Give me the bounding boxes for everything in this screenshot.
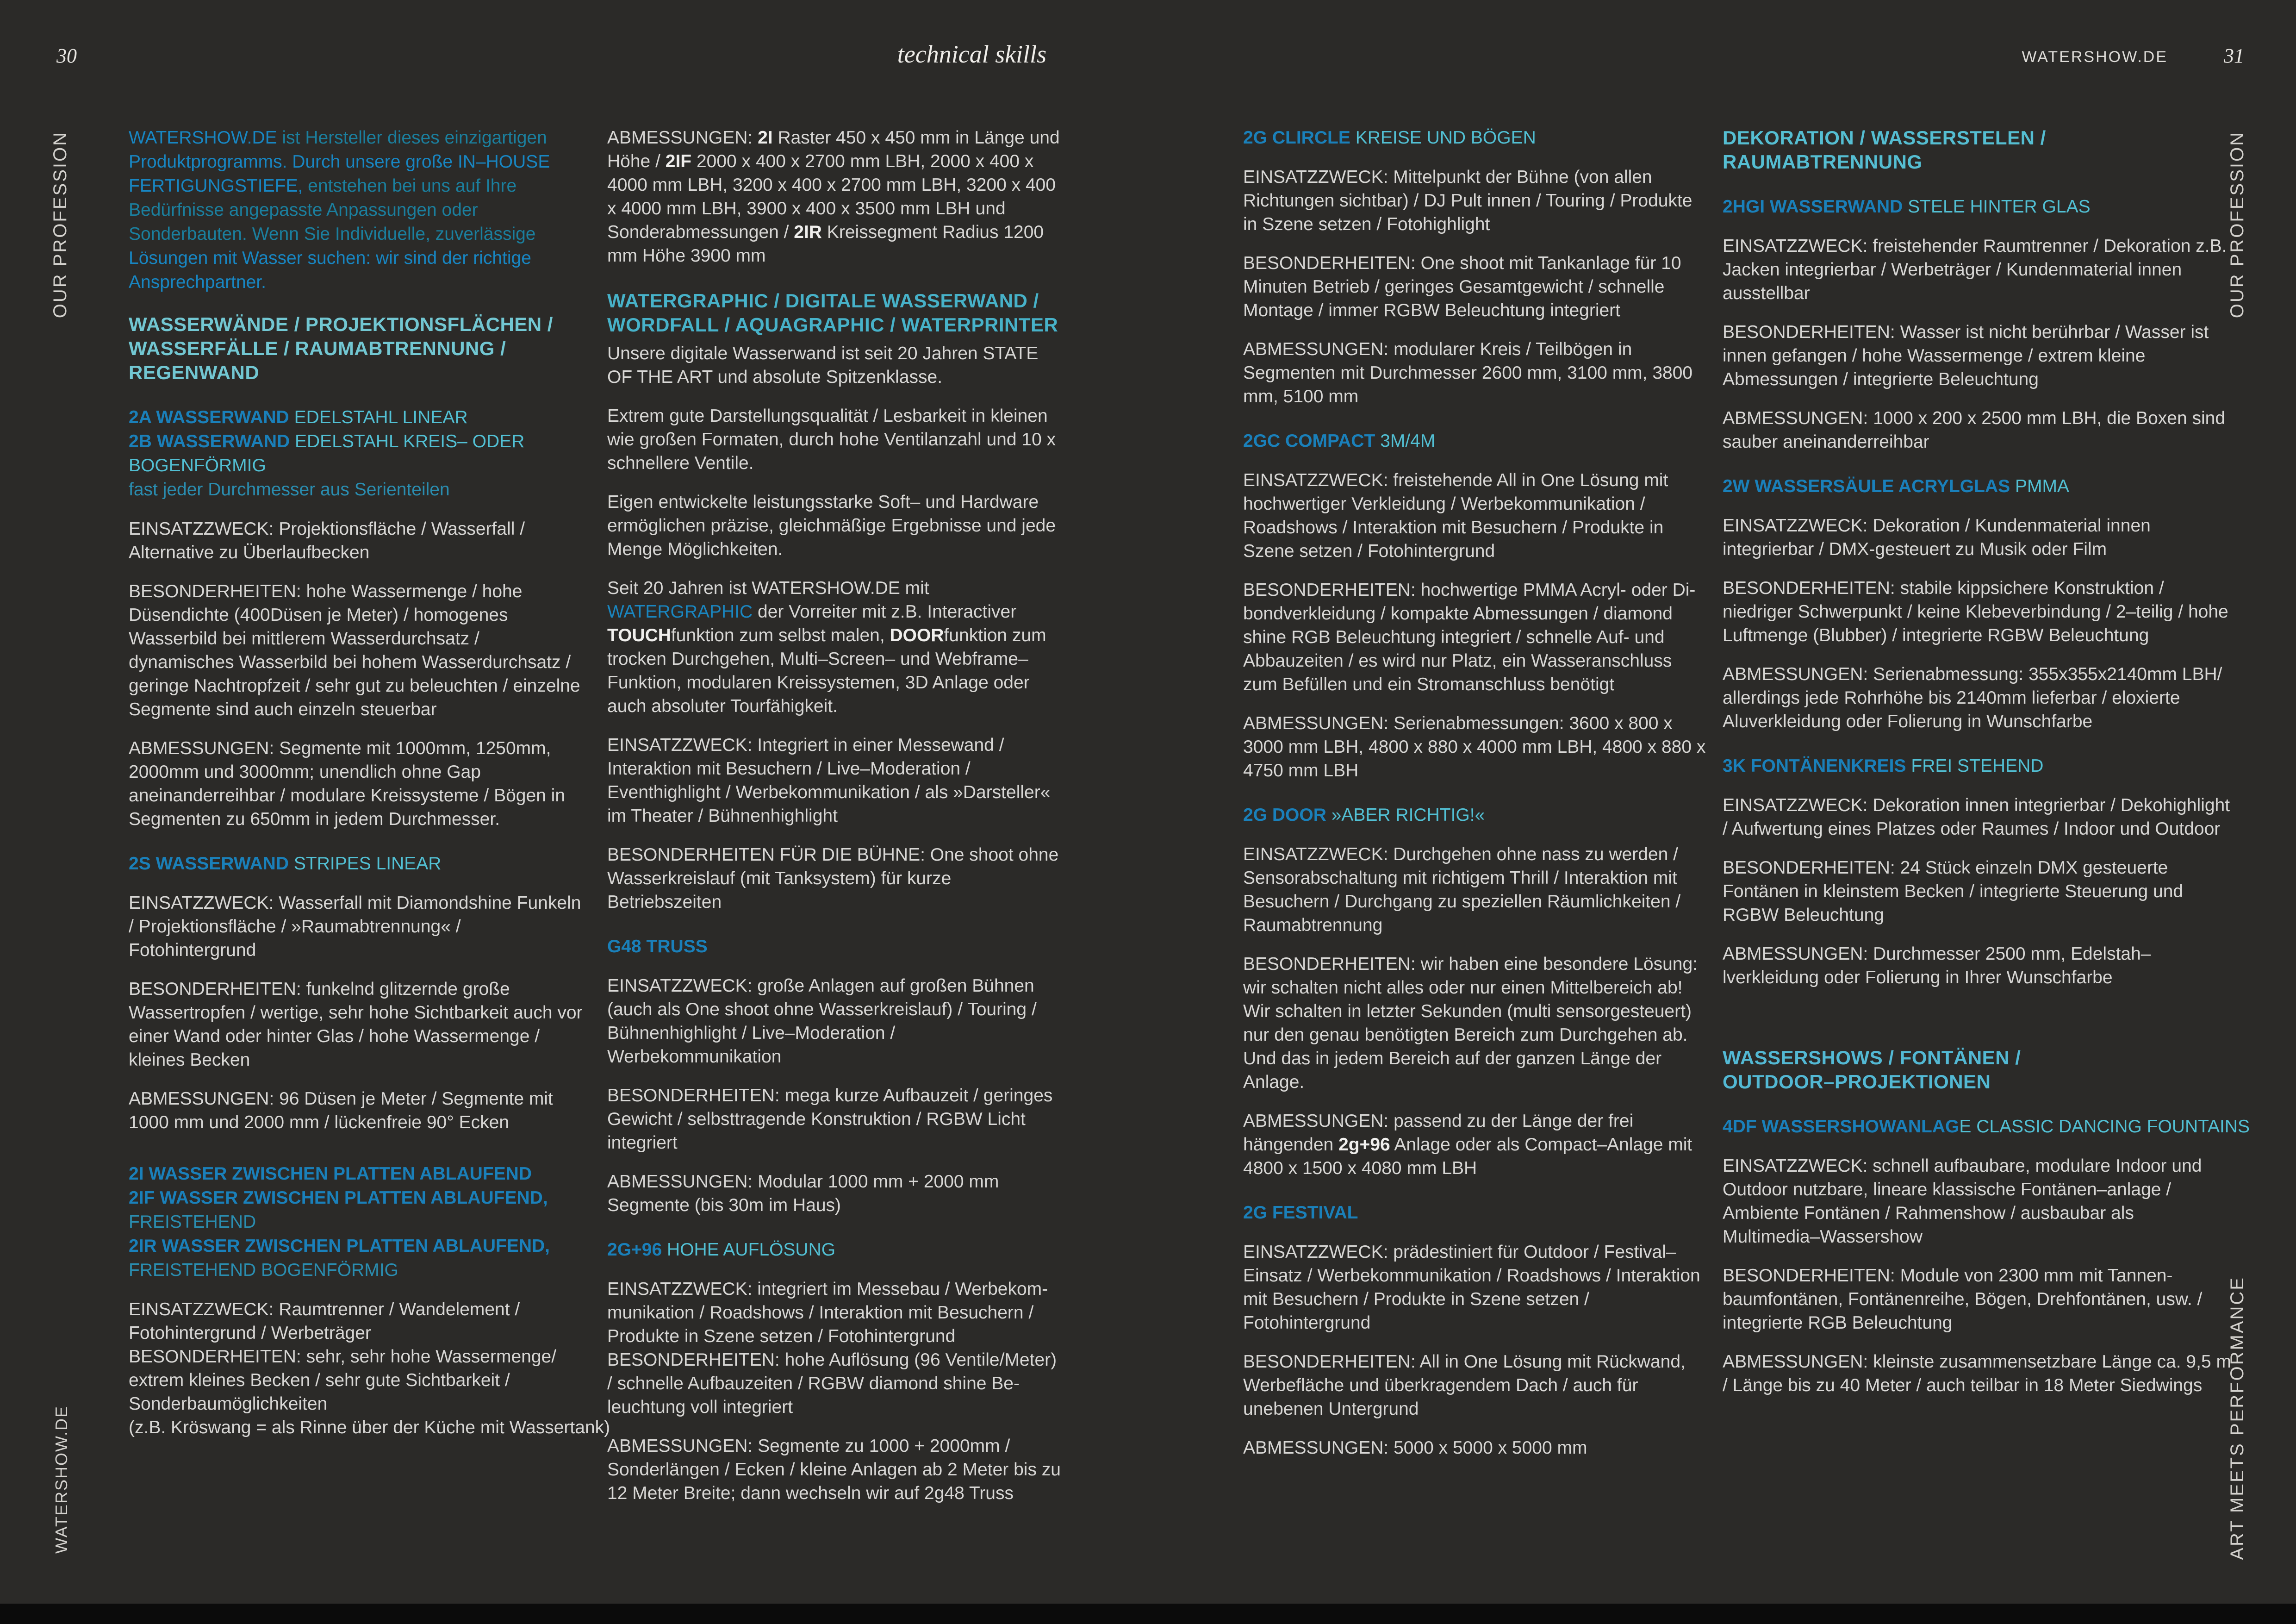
paragraph: ABMESSUNGEN: Serienabmessungen: 3600 x 800 x 3000 mm LBH, 4800 x 880 x 4000 mm LBH, 4800 x 880 x 4750 mm LBH: [1243, 713, 1706, 781]
paragraph: ABMESSUNGEN: modularer Kreis / Teilbögen in Segmenten mit Durchmesser 2600 mm, 3100 mm, 3800 mm, 5100 mm: [1243, 339, 1693, 406]
product-heading: 2I WASSER ZWISCHEN PLATTEN ABLAUFEND 2IF WASSER ZWISCHEN PLATTEN ABLAUFEND, FREISTEHEND 2IR WASSER ZWISCHEN PLATTEN ABLAUFEND, FREISTEHEND BOGENFÖRMIG: [129, 1164, 550, 1280]
section-heading: DEKORATION / WASSERSTELEN / RAUMABTRENNUNG: [1723, 127, 2046, 173]
paragraph: BESONDERHEITEN: All in One Lösung mit Rückwand, Werbefläche und überkragendem Dach / auch für unebenen Untergrund: [1243, 1352, 1686, 1419]
column-2: [607, 126, 1063, 1520]
bottom-bar: [0, 1604, 2296, 1624]
paragraph: ABMESSUNGEN: 5000 x 5000 x 5000 mm: [1243, 1438, 1587, 1458]
column-3: [1243, 126, 1706, 1475]
paragraph: EINSATZZWECK: freistehender Raumtrenner / Dekoration z.B. Jacken integrierbar / Werbeträger / Kundenmaterial innen ausstellbar: [1723, 236, 2227, 303]
product-heading: 4DF WASSERSHOWANLAGE CLASSIC DANCING FOUNTAINS: [1723, 1117, 2250, 1137]
page-number-left: 30: [56, 44, 77, 67]
product-heading: 2GC COMPACT 3M/4M: [1243, 431, 1436, 451]
product-heading: 2S WASSERWAND STRIPES LINEAR: [129, 854, 442, 874]
page-title: technical skills: [897, 40, 1047, 68]
paragraph: BESONDERHEITEN: hohe Auflösung (96 Ventile/Meter) / schnelle Aufbauzeiten / RGBW diamond shine Be-leuchtung voll integriert: [607, 1350, 1057, 1417]
paragraph: ABMESSUNGEN: kleinste zusammensetzbare Länge ca. 9,5 m / Länge bis zu 40 Meter / auch teilbar in 18 Meter Siedwings: [1723, 1352, 2231, 1395]
paragraph: ABMESSUNGEN: passend zu der Länge der frei hängenden 2g+96 Anlage oder als Compact–Anlage mit 4800 x 1500 x 4080 mm LBH: [1243, 1111, 1692, 1178]
paragraph: ABMESSUNGEN: 1000 x 200 x 2500 mm LBH, die Boxen sind sauber aneinanderreihbar: [1723, 408, 2226, 452]
paragraph: Seit 20 Jahren ist WATERSHOW.DE mit WATERGRAPHIC der Vorreiter mit z.B. Interactiver TOUCHfunktion zum selbst malen, DOORfunktion zum trocken Durchgehen, Multi–Screen– und Webframe–Funktion, modularen Kreissystemen, 3D Anlage oder auch absoluter Tourfähigkeit.: [607, 578, 1046, 716]
paragraph: BESONDERHEITEN: stabile kippsichere Konstruktion / niedriger Schwerpunkt / keine Klebeverbindung / 2–teilig / hohe Luftmenge (Blubber) / integrierte RGBW Beleuchtung: [1723, 578, 2228, 645]
product-heading: 2G CLIRCLE KREISE UND BÖGEN: [1243, 128, 1536, 148]
sidebar-label-our-profession-right: OUR PROFESSION: [2227, 131, 2247, 319]
product-heading: 3K FONTÄNENKREIS FREI STEHEND: [1723, 756, 2044, 776]
paragraph: EINSATZZWECK: Mittelpunkt der Bühne (von allen Richtungen sichtbar) / DJ Pult innen / Touring / Produkte in Szene setzen / Fotohighlight: [1243, 167, 1692, 234]
paragraph: ABMESSUNGEN: Segmente mit 1000mm, 1250mm, 2000mm und 3000mm; unendlich ohne Gap aneinanderreihbar / modulare Kreissysteme / Bögen in Segmenten zu 650mm in jedem Durchmesser.: [129, 738, 566, 829]
paragraph: EINSATZZWECK: Projektionsfläche / Wasserfall / Alternative zu Überlaufbecken: [129, 519, 525, 562]
product-heading: 2HGI WASSERWAND STELE HINTER GLAS: [1723, 197, 2091, 217]
paragraph: ABMESSUNGEN: Modular 1000 mm + 2000 mm Segmente (bis 30m im Haus): [607, 1172, 999, 1215]
paragraph: EINSATZZWECK: freistehende All in One Lösung mit hochwertiger Verkleidung / Werbekommunikation / Roadshows / Interaktion mit Besuchern / Produkte in Szene setzen / Fotohintergrund: [1243, 470, 1668, 561]
paragraph: ABMESSUNGEN: Durchmesser 2500 mm, Edelstah–lverkleidung oder Folierung in Ihrer Wunschfarbe: [1723, 944, 2151, 987]
paragraph: BESONDERHEITEN: wir haben eine besondere Lösung: wir schalten nicht alles oder nur einen Mittelbereich ab! Wir schalten in letzter Sekunden (multi sensorgesteuert) nur den genau benötigten Bereich zum Durchgehen ab. Und das in jedem Bereich auf der ganzen Länge der Anlage.: [1243, 954, 1698, 1092]
paragraph: EINSATZZWECK: Integriert in einer Messewand / Interaktion mit Besuchern / Live–Moderation / Eventhighlight / Werbekommunikation / als »Darsteller« im Theater / Bühnenhighlight: [607, 735, 1051, 826]
column-1: [129, 126, 610, 1455]
paragraph: ABMESSUNGEN: Segmente zu 1000 + 2000mm / Sonderlängen / Ecken / kleine Anlagen ab 2 Meter bis zu 12 Meter Breite; dann wechseln wir auf 2g48 Truss: [607, 1436, 1061, 1503]
sidebar-label-art-meets-performance: ART MEETS PERFORMANCE: [2227, 1276, 2247, 1560]
paragraph: BESONDERHEITEN: mega kurze Aufbauzeit / geringes Gewicht / selbsttragende Konstruktion / RGBW Licht integriert: [607, 1086, 1053, 1153]
paragraph: BESONDERHEITEN: funkelnd glitzernde große Wassertropfen / wertige, sehr hohe Sichtbarkeit auch vor einer Wand oder hinter Glas / hohe Wassermenge / kleines Becken: [129, 979, 583, 1070]
page-number-right: 31: [2224, 44, 2244, 67]
product-heading: G48 TRUSS: [607, 937, 708, 956]
section-heading: WASSERWÄNDE / PROJEKTIONSFLÄCHEN / WASSERFÄLLE / RAUMABTRENNUNG / REGENWAND: [129, 313, 553, 383]
section-heading: WATERGRAPHIC / DIGITALE WASSERWAND / WORDFALL / AQUAGRAPHIC / WATERPRINTER: [607, 290, 1058, 336]
product-heading: 2A WASSERWAND EDELSTAHL LINEAR 2B WASSERWAND EDELSTAHL KREIS– ODER BOGENFÖRMIG fast jeder Durchmesser aus Serienteilen: [129, 407, 525, 500]
sidebar-label-our-profession-left: OUR PROFESSION: [50, 131, 70, 319]
paragraph: Eigen entwickelte leistungsstarke Soft– und Hardware ermöglichen präzise, gleichmäßige Ergebnisse und jede Menge Möglichkeiten.: [607, 492, 1056, 559]
paragraph: EINSATZZWECK: prädestiniert für Outdoor / Festival–Einsatz / Werbekommunikation / Roadshows / Interaktion mit Besuchern / Produkte in Szene setzen / Fotohintergrund: [1243, 1242, 1700, 1333]
paragraph: EINSATZZWECK: Raumtrenner / Wandelement / Fotohintergrund / Werbeträger: [129, 1299, 520, 1343]
product-heading: 2G DOOR »ABER RICHTIG!«: [1243, 805, 1485, 825]
paragraph: EINSATZZWECK: integriert im Messebau / Werbekom-munikation / Roadshows / Interaktion mit Besuchern / Produkte in Szene setzen / Fotohintergrund: [607, 1279, 1048, 1346]
paragraph: BESONDERHEITEN: 24 Stück einzeln DMX gesteuerte Fontänen in kleinstem Becken / integrierte Steuerung und RGBW Beleuchtung: [1723, 858, 2184, 925]
paragraph: ABMESSUNGEN: 2I Raster 450 x 450 mm in Länge und Höhe / 2IF 2000 x 400 x 2700 mm LBH, 2000 x 400 x 4000 mm LBH, 3200 x 400 x 2700 mm LBH, 3200 x 400 x 4000 mm LBH, 3900 x 400 x 3500 mm LBH und Sonderabmessungen / 2IR Kreissegment Radius 1200 mm Höhe 3900 mm: [607, 128, 1060, 266]
paragraph: EINSATZZWECK: Wasserfall mit Diamondshine Funkeln / Projektionsfläche / »Raumabtrennung« / Fotohintergrund: [129, 893, 581, 960]
product-heading: 2G FESTIVAL: [1243, 1203, 1358, 1223]
intro-paragraph: WATERSHOW.DE ist Hersteller dieses einzigartigen Produktprogramms. Durch unsere große IN–HOUSE FERTIGUNGSTIEFE, entstehen bei uns auf Ihre Bedürfnisse angepasste Anpassungen oder Sonderbauten. Wenn Sie Individuelle, zuverlässige Lösungen mit Wasser suchen: wir sind der richtige Ansprechpartner.: [129, 128, 550, 292]
paragraph: EINSATZZWECK: Dekoration innen integrierbar / Dekohighlight / Aufwertung eines Platzes oder Raumes / Indoor und Outdoor: [1723, 795, 2230, 839]
section-heading: WASSERSHOWS / FONTÄNEN / OUTDOOR–PROJEKTIONEN: [1723, 1047, 2021, 1093]
paragraph: EINSATZZWECK: schnell aufbaubare, modulare Indoor und Outdoor nutzbare, lineare klassische Fontänen–anlage / Ambiente Fontänen / Rahmenshow / ausbaubar als Multimedia–Wassershow: [1723, 1156, 2202, 1247]
sidebar-label-watershow-left: WATERSHOW.DE: [52, 1405, 71, 1554]
paragraph: Extrem gute Darstellungsqualität / Lesbarkeit in kleinen wie großen Formaten, durch hohe Ventilanzahl und 10 x schnellere Ventile.: [607, 406, 1056, 473]
paragraph: BESONDERHEITEN: One shoot mit Tankanlage für 10 Minuten Betrieb / geringes Gesamtgewicht / schnelle Montage / immer RGBW Beleuchtung integriert: [1243, 253, 1681, 320]
paragraph: Unsere digitale Wasserwand ist seit 20 Jahren STATE OF THE ART und absolute Spitzenklasse.: [607, 344, 1039, 387]
paragraph: BESONDERHEITEN: sehr, sehr hohe Wassermenge/ extrem kleines Becken / sehr gute Sichtbarkeit / Sonderbaumöglichkeiten: [129, 1347, 557, 1414]
paragraph: (z.B. Kröswang = als Rinne über der Küche mit Wassertank): [129, 1418, 610, 1437]
paragraph: BESONDERHEITEN: Module von 2300 mm mit Tannen-baumfontänen, Fontänenreihe, Bögen, Drehfontänen, usw. / integrierte RGB Beleuchtung: [1723, 1266, 2203, 1333]
paragraph: BESONDERHEITEN: hohe Wassermenge / hohe Düsendichte (400Düsen je Meter) / homogenes Wasserbild bei mittlerem Wasserdurchsatz / dynamisches Wasserbild bei hohem Wasserdurchsatz / geringe Nachtropfzeit / sehr gut zu beleuchten / einzelne Segmente sind auch einzeln steuerbar: [129, 581, 580, 719]
paragraph: ABMESSUNGEN: 96 Düsen je Meter / Segmente mit 1000 mm und 2000 mm / lückenfreie 90° Ecken: [129, 1089, 553, 1132]
product-heading: 2W WASSERSÄULE ACRYLGLAS PMMA: [1723, 476, 2069, 496]
paragraph: ABMESSUNGEN: Serienabmessung: 355x355x2140mm LBH/ allerdings jede Rohrhöhe bis 2140mm lieferbar / eloxierte Aluverkleidung oder Folierung in Wunschfarbe: [1723, 664, 2222, 731]
paragraph: EINSATZZWECK: Durchgehen ohne nass zu werden / Sensorabschaltung mit richtigem Thrill / Interaktion mit Besuchern / Durchgang zu speziellen Räumlichkeiten / Raumabtrennung: [1243, 844, 1681, 935]
paragraph: BESONDERHEITEN: Wasser ist nicht berührbar / Wasser ist innen gefangen / hohe Wassermenge / extrem kleine Abmessungen / integrierte Beleuchtung: [1723, 322, 2209, 389]
header-brand: WATERSHOW.DE: [2022, 48, 2168, 66]
product-heading: 2G+96 HOHE AUFLÖSUNG: [607, 1240, 836, 1260]
paragraph: BESONDERHEITEN FÜR DIE BÜHNE: One shoot ohne Wasserkreislauf (mit Tanksystem) für kurze Betriebszeiten: [607, 845, 1059, 912]
paragraph: BESONDERHEITEN: hochwertige PMMA Acryl- oder Di-bondverkleidung / kompakte Abmessungen / diamond shine RGB Beleuchtung integriert / schnelle Auf- und Abbauzeiten / es wird nur Platz, ein Wasseranschluss zum Befüllen und ein Stromanschluss benötigt: [1243, 580, 1696, 694]
paragraph: EINSATZZWECK: große Anlagen auf großen Bühnen (auch als One shoot ohne Wasserkreislauf) / Touring / Bühnenhighlight / Live–Moderation / Werbekommunikation: [607, 976, 1037, 1067]
paragraph: EINSATZZWECK: Dekoration / Kundenmaterial innen integrierbar / DMX-gesteuert zu Musik oder Film: [1723, 516, 2151, 559]
